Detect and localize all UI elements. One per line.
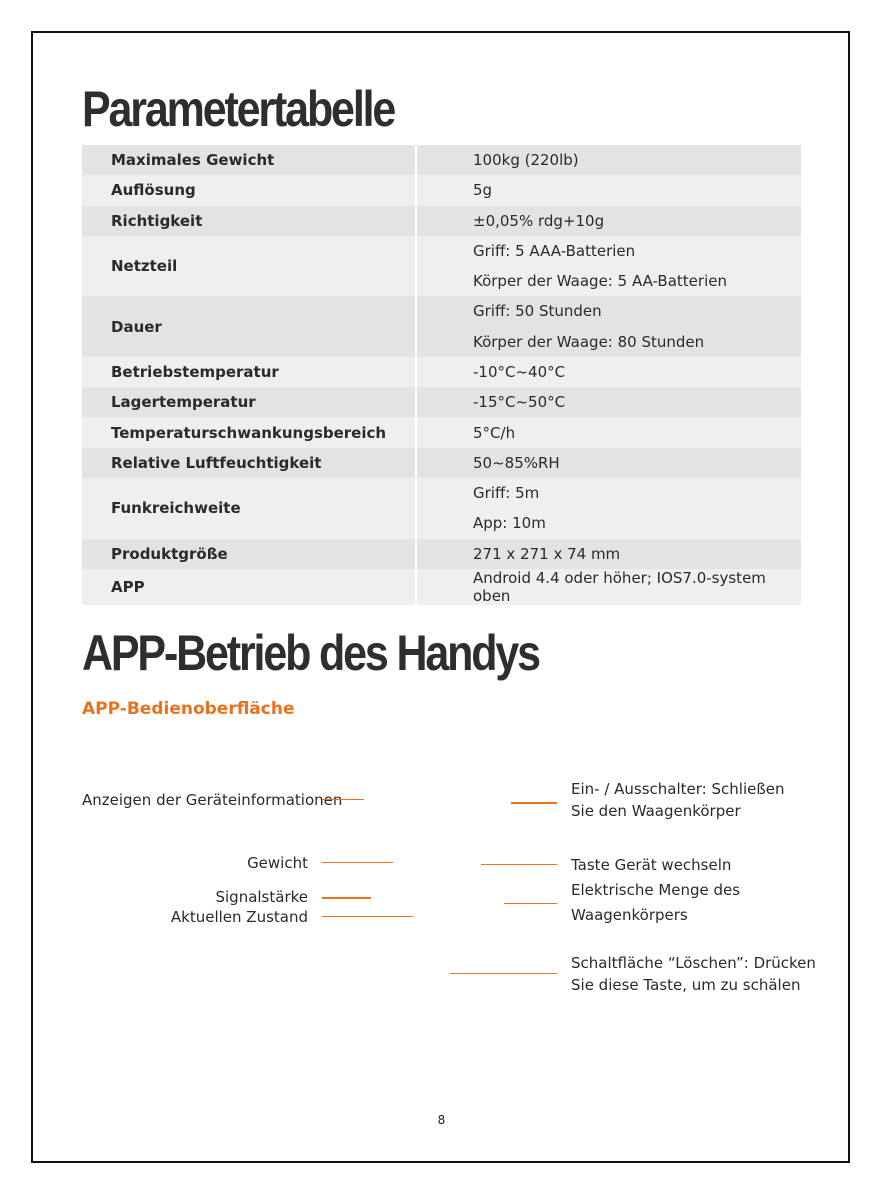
parameter-table <box>82 145 801 605</box>
parameter-value: 5°C/h <box>473 423 516 442</box>
leader-line-signal <box>322 897 371 899</box>
parameter-name: Betriebstemperatur <box>82 357 416 387</box>
parameter-value: 271 x 271 x 74 mm <box>473 544 621 563</box>
parameter-value: Körper der Waage: 80 Stunden <box>473 332 705 351</box>
parameter-name: Richtigkeit <box>82 206 416 236</box>
parameter-value: ±0,05% rdg+10g <box>473 211 605 230</box>
parameter-value-cell <box>416 145 801 175</box>
parameter-value: Griff: 5 AAA-Batterien <box>473 241 636 260</box>
parameter-value-cell <box>416 296 801 357</box>
annotation-weight: Gewicht <box>247 854 308 872</box>
parameter-value: App: 10m <box>473 514 546 533</box>
parameter-row <box>82 448 801 478</box>
parameter-value-cell <box>416 478 801 539</box>
parameter-value-cell <box>416 175 801 205</box>
annotation-battery-line1: Elektrische Menge des <box>571 881 741 899</box>
parameter-name: Temperaturschwankungsbereich <box>82 417 416 447</box>
leader-line-weight <box>322 862 393 863</box>
leader-line-tare <box>450 973 557 974</box>
parameter-value-cell <box>416 357 801 387</box>
annotation-device-info: Anzeigen der Geräteinformationen <box>82 791 343 809</box>
parameter-value: Griff: 5m <box>473 484 540 503</box>
parameter-value: Körper der Waage: 5 AA-Batterien <box>473 272 727 291</box>
annotation-signal: Signalstärke <box>215 888 308 906</box>
parameter-table-title: Parametertabelle <box>82 81 395 137</box>
leader-line-switch-device <box>481 864 557 865</box>
annotation-battery-line2: Waagenkörpers <box>571 906 688 924</box>
parameter-name: Auflösung <box>82 175 416 205</box>
annotation-power-switch-line2: Sie den Waagenkörper <box>571 802 741 820</box>
page-number: 8 <box>437 1113 446 1127</box>
parameter-row <box>82 539 801 569</box>
parameter-row <box>82 417 801 447</box>
parameter-value-cell <box>416 387 801 417</box>
leader-line-device-info <box>322 799 364 800</box>
parameter-value: 50~85%RH <box>473 453 560 472</box>
parameter-value-cell <box>416 236 801 297</box>
parameter-row <box>82 296 801 357</box>
annotation-power-switch-line1: Ein- / Ausschalter: Schließen <box>571 780 785 798</box>
parameter-value: -10°C~40°C <box>473 363 566 382</box>
parameter-name: Produktgröße <box>82 539 416 569</box>
parameter-name: Lagertemperatur <box>82 387 416 417</box>
annotation-tare-line1: Schaltfläche “Löschen”: Drücken <box>571 954 816 972</box>
parameter-value: 100kg (220lb) <box>473 151 579 170</box>
parameter-value-cell <box>416 539 801 569</box>
parameter-row <box>82 387 801 417</box>
leader-line-power-switch <box>511 802 557 804</box>
parameter-row <box>82 569 801 605</box>
parameter-name: Relative Luftfeuchtigkeit <box>82 448 416 478</box>
annotation-switch-device: Taste Gerät wechseln <box>571 856 732 874</box>
parameter-name: Maximales Gewicht <box>82 145 416 175</box>
leader-line-current-state <box>322 916 413 917</box>
app-interface-subtitle: APP-Bedienoberfläche <box>82 699 295 719</box>
annotation-current-state: Aktuellen Zustand <box>170 908 308 926</box>
parameter-name: Funkreichweite <box>82 478 416 539</box>
parameter-row <box>82 145 801 175</box>
annotation-tare-line2: Sie diese Taste, um zu schälen <box>571 976 801 994</box>
parameter-row <box>82 478 801 539</box>
parameter-value-cell <box>416 569 801 605</box>
parameter-name: Netzteil <box>82 236 416 297</box>
parameter-name: Dauer <box>82 296 416 357</box>
parameter-value: Android 4.4 oder höher; IOS7.0-system oben <box>473 568 766 605</box>
parameter-value-cell <box>416 448 801 478</box>
parameter-value-cell <box>416 417 801 447</box>
parameter-row <box>82 206 801 236</box>
parameter-row <box>82 357 801 387</box>
leader-line-battery <box>504 903 557 904</box>
parameter-value: -15°C~50°C <box>473 393 566 412</box>
parameter-value-cell <box>416 206 801 236</box>
parameter-row <box>82 175 801 205</box>
parameter-value: Griff: 50 Stunden <box>473 302 602 321</box>
parameter-row <box>82 236 801 297</box>
app-operation-title: APP-Betrieb des Handys <box>82 625 539 681</box>
parameter-value: 5g <box>473 181 493 200</box>
parameter-name: APP <box>82 569 416 605</box>
